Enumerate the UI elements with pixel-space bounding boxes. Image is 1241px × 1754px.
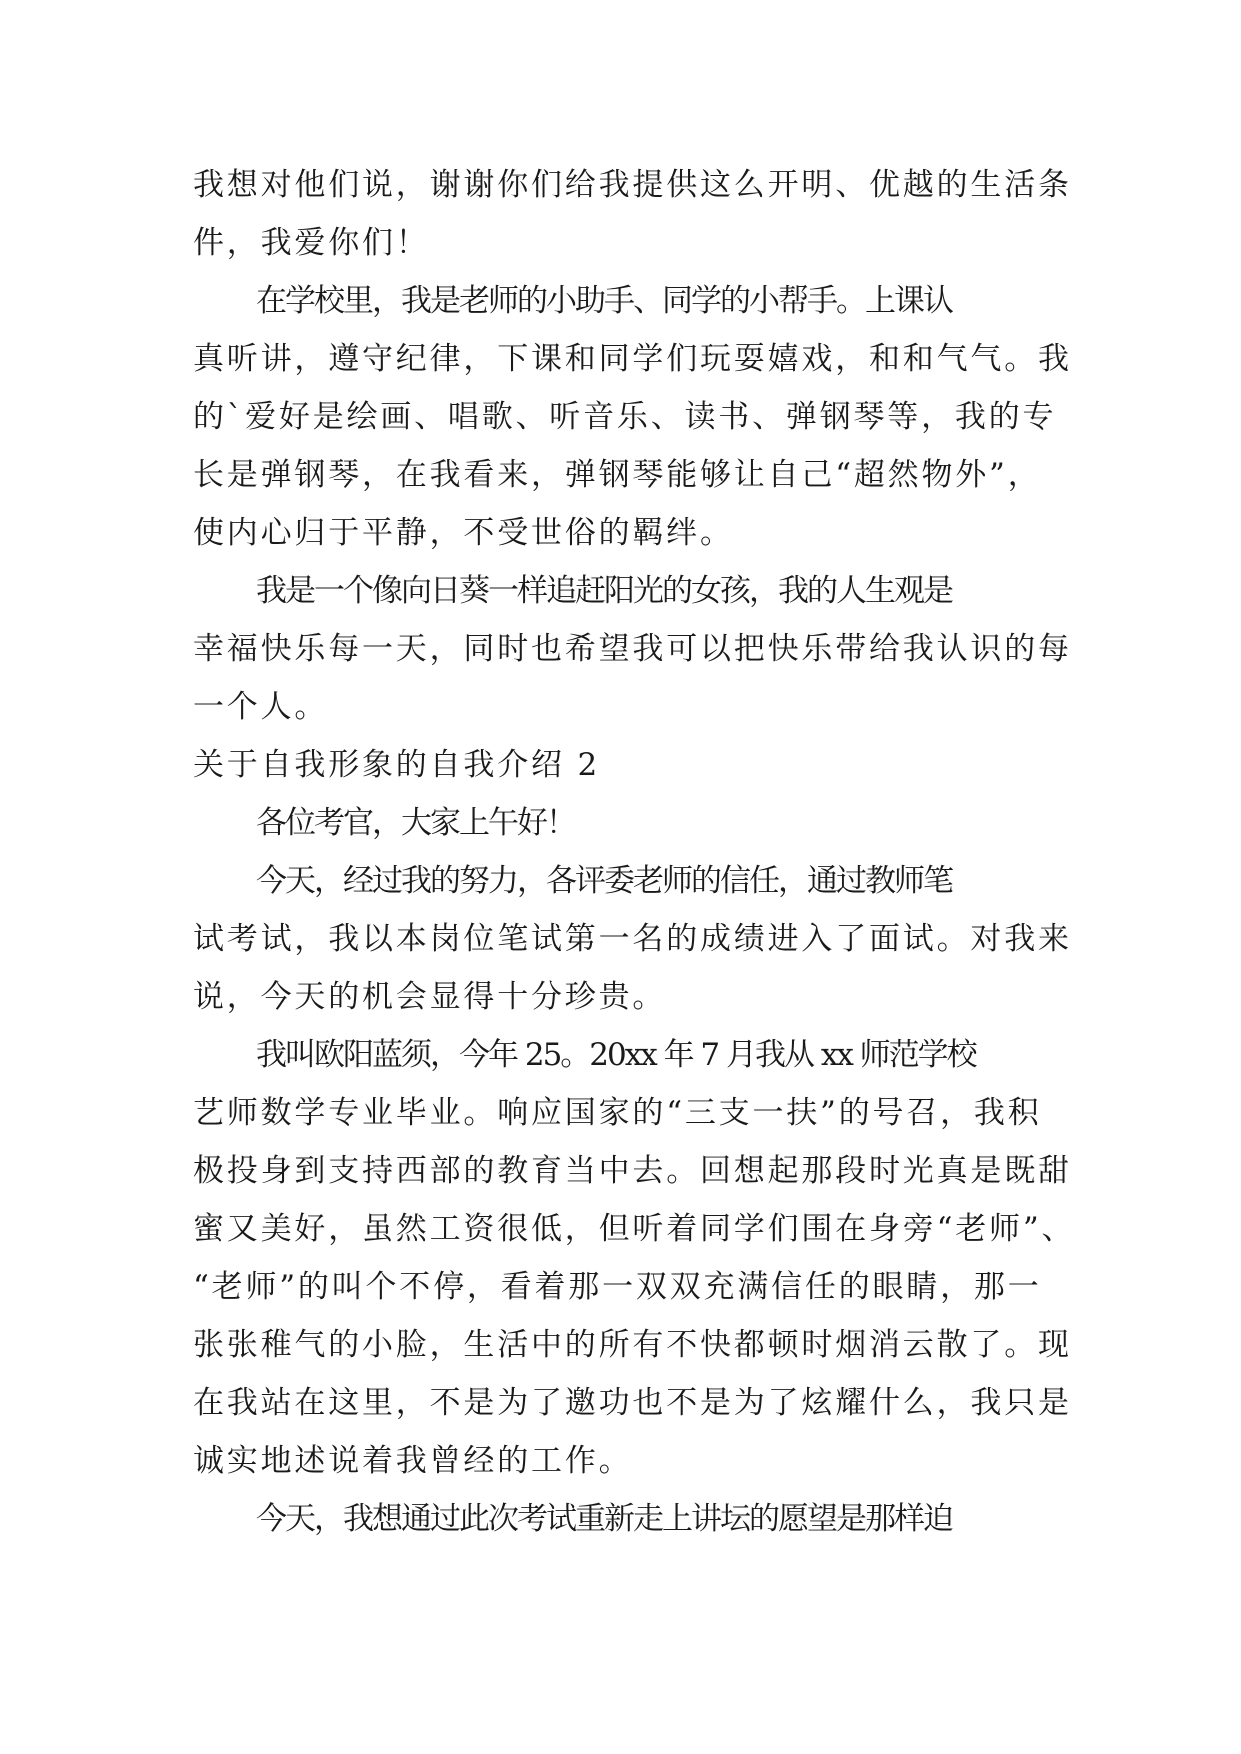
text-line: 我叫欧阳蓝须，今年 25。20xx 年 7 月我从 xx 师范学校 — [256, 1037, 976, 1073]
text-line: 极投身到支持西部的教育当中去。回想起那段时光真是既甜 — [193, 1153, 1072, 1189]
text-line: 艺师数学专业毕业。响应国家的“三支一扶”的号召，我积 — [193, 1095, 1042, 1131]
text-line: 各位考官，大家上午好！ — [256, 805, 575, 841]
section-heading: 关于自我形象的自我介绍 2 — [193, 747, 600, 783]
text-line: 的`爱好是绘画、唱歌、听音乐、读书、弹钢琴等，我的专 — [193, 399, 1057, 435]
text-line: 诚实地述说着我曾经的工作。 — [193, 1443, 633, 1479]
text-line: 长是弹钢琴，在我看来，弹钢琴能够让自己“超然物外”， — [193, 457, 1042, 493]
text-line: 张张稚气的小脸，生活中的所有不快都顿时烟消云散了。现 — [193, 1327, 1072, 1363]
text-line: 一个人。 — [193, 689, 329, 725]
text-line: 说，今天的机会显得十分珍贵。 — [193, 979, 667, 1015]
text-line: 真听讲，遵守纪律，下课和同学们玩耍嬉戏，和和气气。我 — [193, 341, 1072, 377]
text-line: 今天，经过我的努力，各评委老师的信任，通过教师笔 — [256, 863, 952, 899]
text-line: 试考试，我以本岗位笔试第一名的成绩进入了面试。对我来 — [193, 921, 1072, 957]
text-line: 使内心归于平静，不受世俗的羁绊。 — [193, 515, 734, 551]
text-line: 幸福快乐每一天，同时也希望我可以把快乐带给我认识的每 — [193, 631, 1072, 667]
text-line: “老师”的叫个不停，看着那一双双充满信任的眼睛，那一 — [193, 1269, 1042, 1305]
text-line: 蜜又美好，虽然工资很低，但听着同学们围在身旁“老师”、 — [193, 1211, 1076, 1247]
text-line: 今天，我想通过此次考试重新走上讲坛的愿望是那样迫 — [256, 1501, 952, 1537]
text-line: 我是一个像向日葵一样追赶阳光的女孩，我的人生观是 — [256, 573, 952, 609]
text-line: 在学校里，我是老师的小助手、同学的小帮手。上课认 — [256, 283, 952, 319]
text-line: 我想对他们说，谢谢你们给我提供这么开明、优越的生活条 — [193, 167, 1072, 203]
text-line: 在我站在这里，不是为了邀功也不是为了炫耀什么，我只是 — [193, 1385, 1072, 1421]
text-line: 件，我爱你们！ — [193, 225, 430, 261]
